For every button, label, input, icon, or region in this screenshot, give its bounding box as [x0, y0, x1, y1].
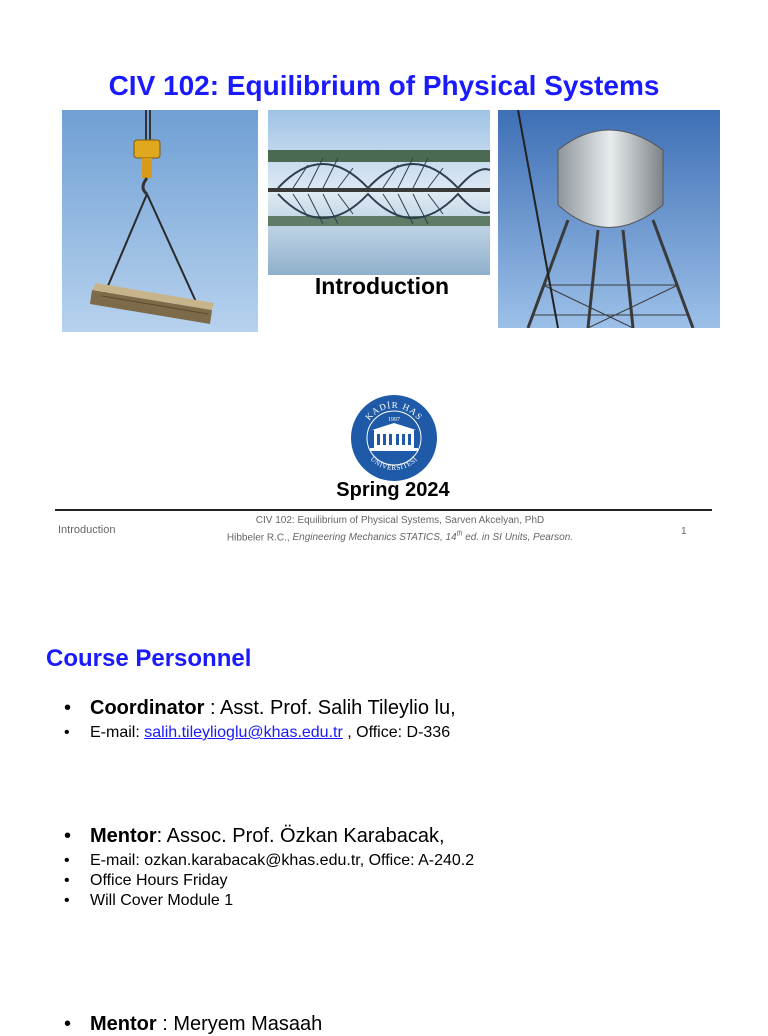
water-tower-photo [498, 110, 720, 328]
mentor1-label: Mentor [90, 825, 157, 847]
coordinator-email-item [64, 724, 450, 742]
mentor1-item [64, 825, 445, 848]
svg-text:KADİR HAS: KADİR HAS [363, 399, 425, 423]
footer-textbook-ordinal: th [456, 531, 463, 538]
page-number: 1 [681, 526, 687, 537]
footer-textbook-title-text: Engineering Mechanics STATICS, 14 [292, 532, 457, 544]
footer-textbook-title [292, 532, 573, 543]
footer-citation [190, 514, 610, 545]
footer-textbook-rest: ed. in SI Units, Pearson. [462, 532, 574, 544]
svg-text:ÜNİVERSİTESİ: ÜNİVERSİTESİ [368, 455, 420, 473]
mentor2-item [64, 1013, 322, 1036]
course-personnel-heading: Course Personnel [46, 645, 252, 672]
coordinator-item [64, 697, 456, 720]
bullet: • [64, 872, 70, 889]
bullet: • [64, 852, 70, 869]
bullet: • [64, 892, 70, 909]
bridge-reflection-photo [268, 110, 490, 275]
bullet: • [64, 697, 72, 719]
bullet: • [64, 724, 70, 741]
footer-course-line: CIV 102: Equilibrium of Physical Systems, Sarven Akcelyan, PhD [255, 515, 545, 526]
crane-beam-photo [62, 110, 258, 332]
mentor1-hours-line: Office Hours Friday [90, 872, 228, 889]
coordinator-label: Coordinator [90, 697, 205, 719]
mentor1-module-line: Will Cover Module 1 [90, 892, 234, 909]
coordinator-email-prefix: E-mail: [90, 724, 145, 741]
mentor1-email-item [64, 852, 474, 870]
term-label: Spring 2024 [336, 479, 450, 501]
coordinator-email-link[interactable]: salih.tileylioglu@khas.edu.tr [144, 724, 343, 741]
svg-text:1997: 1997 [388, 417, 400, 423]
coordinator-text: : Asst. Prof. Salih Tileylio lu, [204, 697, 456, 719]
slide-title: CIV 102: Equilibrium of Physical Systems [108, 70, 660, 101]
footer-divider [55, 509, 712, 511]
mentor1-email-line: E-mail: ozkan.karabacak@khas.edu.tr, Office: A-240.2 [90, 852, 475, 869]
mentor1-hours-item [64, 872, 228, 890]
coordinator-office: , Office: D-336 [342, 724, 451, 741]
bullet: • [64, 1013, 72, 1035]
footer-section-label: Introduction [58, 524, 116, 536]
mentor2-text: : Meryem Masaah [156, 1013, 323, 1035]
mentor1-module-item [64, 892, 233, 910]
mentor1-text: : Assoc. Prof. Özkan Karabacak, [156, 825, 445, 847]
footer-textbook-author: Hibbeler R.C., [226, 532, 293, 544]
bullet: • [64, 825, 72, 847]
slide-subtitle: Introduction [314, 273, 450, 299]
university-logo [350, 394, 438, 482]
mentor2-label: Mentor [90, 1013, 157, 1035]
footer-textbook-line [190, 528, 610, 545]
